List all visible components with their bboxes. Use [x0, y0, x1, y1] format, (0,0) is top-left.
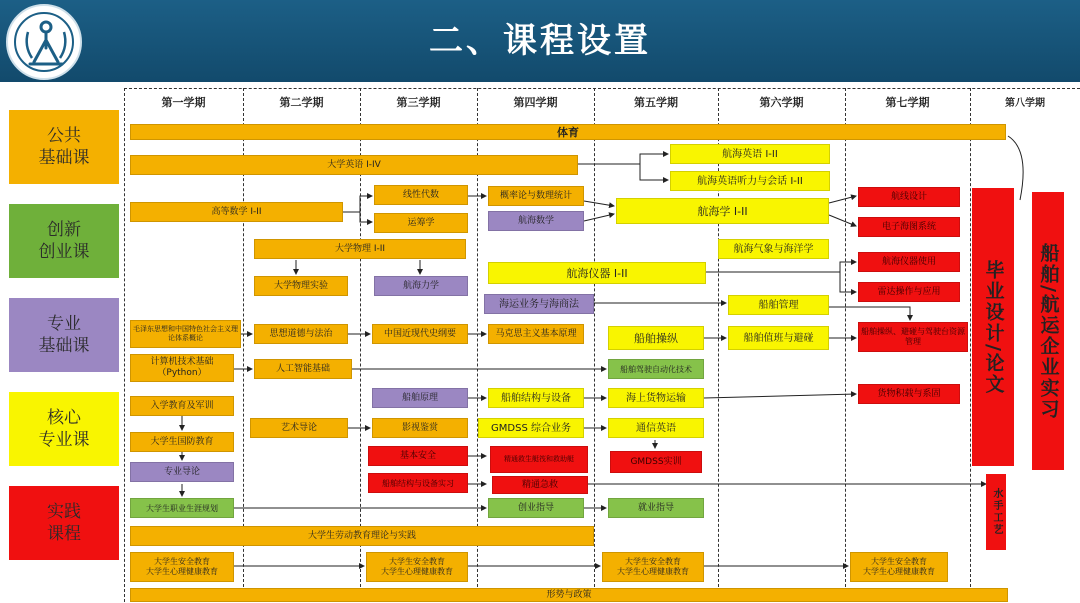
- course-art-guide: 艺术导论: [250, 418, 348, 438]
- course-safety-mental-3: 大学生安全教育 大学生心理健康教育: [366, 552, 468, 582]
- course-graduation: 毕业设计/论文: [972, 188, 1014, 466]
- course-shipping-business: 海运业务与海商法: [484, 294, 594, 314]
- category-professional-basic: 专业 基础课: [9, 298, 119, 372]
- semester-6: 第六学期: [759, 96, 804, 109]
- course-internship: 船舶/航运企业实习: [1032, 192, 1064, 470]
- course-mao-theory: 毛泽东思想和中国特色社会主义理论体系概论: [130, 320, 241, 348]
- course-ship-automation: 船舶驾驶自动化技术: [608, 359, 704, 379]
- course-entrepreneurship: 创业指导: [488, 498, 584, 518]
- course-computer-basics: 计算机技术基础 （Python）: [130, 354, 234, 382]
- course-situation-policy: 形势与政策: [130, 588, 1008, 602]
- course-college-physics: 大学物理 I-II: [254, 239, 466, 259]
- course-military: 入学教育及军训: [130, 396, 234, 416]
- category-public: 公共 基础课: [9, 110, 119, 184]
- course-advanced-math: 高等数学 I-II: [130, 202, 343, 222]
- course-ship-principles: 船舶原理: [372, 388, 468, 408]
- course-ai-basics: 人工智能基础: [254, 359, 352, 379]
- course-navigation-math: 航海数学: [488, 211, 584, 231]
- grid-line: [845, 88, 846, 602]
- course-pe: 体育: [130, 124, 1006, 140]
- category-core: 核心 专业课: [9, 392, 119, 466]
- course-safety-mental-7: 大学生安全教育 大学生心理健康教育: [850, 552, 948, 582]
- course-navigation: 航海学 I-II: [616, 198, 829, 224]
- course-labor-education: 大学生劳动教育理论与实践: [130, 526, 594, 546]
- semester-2: 第二学期: [279, 96, 324, 109]
- course-safety-mental-5: 大学生安全教育 大学生心理健康教育: [602, 552, 704, 582]
- course-nav-instrument-use: 航海仪器使用: [858, 252, 960, 272]
- category-innovation: 创新 创业课: [9, 204, 119, 278]
- course-basic-training: 基本安全: [368, 446, 468, 466]
- course-meteorology: 航海气象与海洋学: [718, 239, 829, 259]
- course-advanced-fire: 精通救生艇筏和救助艇: [490, 446, 588, 473]
- course-survival-craft: 船舶结构与设备实习: [368, 473, 468, 493]
- course-ship-structure: 船舶结构与设备: [488, 388, 584, 408]
- course-electronic-chart: 电子海图系统: [858, 217, 960, 237]
- semester-8: 第八学期: [1005, 98, 1045, 109]
- course-ship-management: 船舶管理: [728, 295, 829, 315]
- course-radar: 雷达操作与应用: [858, 282, 960, 302]
- course-maritime-listening: 航海英语听力与会话 I-II: [670, 171, 830, 191]
- course-sailor-craft: 水手工艺: [986, 474, 1006, 550]
- course-college-english: 大学英语 I-IV: [130, 155, 578, 175]
- grid-line: [594, 88, 595, 602]
- course-employment-guide: 就业指导: [608, 498, 704, 518]
- course-film-appreciation: 影视鉴赏: [372, 418, 468, 438]
- semester-5: 第五学期: [634, 96, 678, 109]
- semester-4: 第四学期: [513, 96, 558, 109]
- grid-line: [718, 88, 719, 602]
- course-career-planning: 大学生职业生涯规划: [130, 498, 234, 518]
- page-title: 二、课程设置: [429, 21, 651, 61]
- course-gmdss-business: GMDSS 综合业务: [478, 418, 584, 438]
- grid-line: [970, 88, 971, 602]
- course-ship-handling: 船舶操纵: [608, 326, 704, 350]
- course-cargo-stowage: 货物积载与系固: [858, 384, 960, 404]
- course-first-aid: 精通急救: [492, 476, 588, 494]
- course-nav-design: 航线设计: [858, 187, 960, 207]
- grid-top-line: [124, 88, 1080, 89]
- course-gmdss-practice: GMDSS实训: [610, 451, 702, 473]
- course-ship-handling-sim: 船舶操纵、避碰与驾驶台资源管理: [858, 322, 968, 352]
- course-ethics-law: 思想道德与法治: [254, 324, 348, 344]
- course-major-intro: 专业导论: [130, 462, 234, 482]
- course-probability: 概率论与数理统计: [488, 186, 584, 206]
- course-linear-algebra: 线性代数: [374, 185, 468, 205]
- course-marxism: 马克思主义基本原理: [488, 324, 584, 344]
- course-watchkeeping: 船舶值班与避碰: [728, 326, 829, 350]
- course-nav-mechanics: 航海力学: [374, 276, 468, 296]
- course-maritime-english: 航海英语 I-II: [670, 144, 830, 164]
- course-physics-lab: 大学物理实验: [254, 276, 348, 296]
- category-practice: 实践 课程: [9, 486, 119, 560]
- semester-7: 第七学期: [885, 96, 930, 109]
- semester-3: 第三学期: [396, 96, 441, 109]
- course-modern-history: 中国近现代史纲要: [372, 324, 468, 344]
- header-bar: [0, 0, 1080, 82]
- course-communication-english: 通信英语: [608, 418, 704, 438]
- course-cargo-transport: 海上货物运输: [608, 388, 704, 408]
- course-nav-instruments: 航海仪器 I-II: [488, 262, 706, 284]
- semester-1: 第一学期: [161, 96, 206, 109]
- course-safety-mental-1: 大学生安全教育 大学生心理健康教育: [130, 552, 234, 582]
- course-defense-education: 大学生国防教育: [130, 432, 234, 452]
- course-operations-research: 运筹学: [374, 213, 468, 233]
- grid-line: [124, 88, 125, 602]
